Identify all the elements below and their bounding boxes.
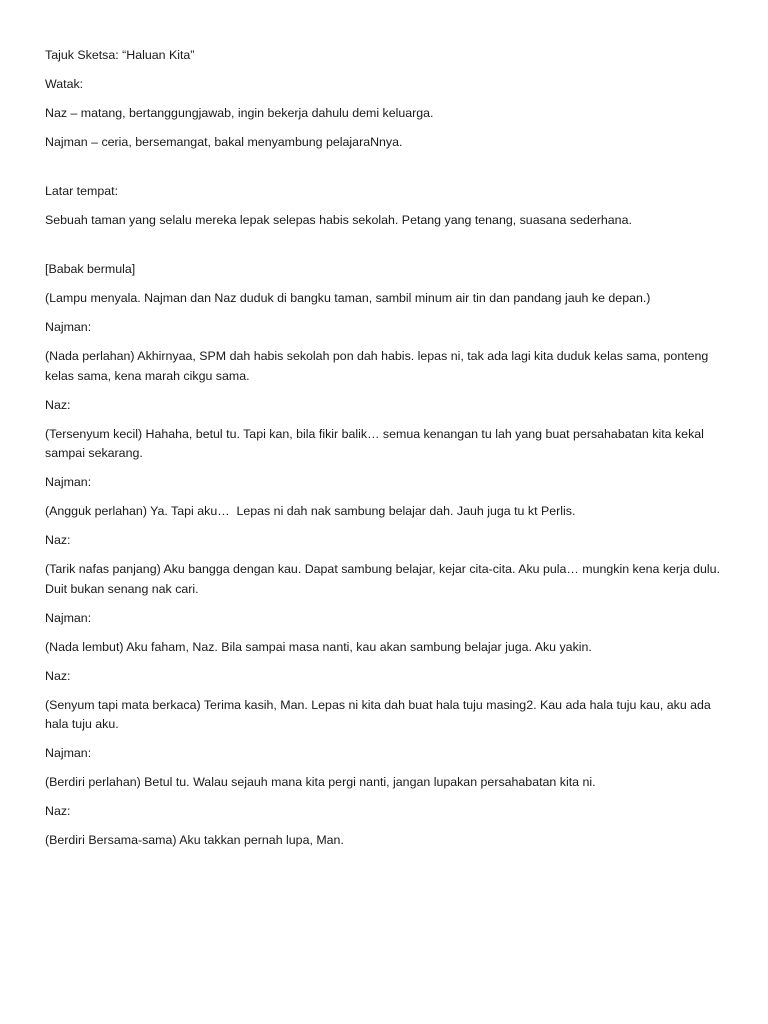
dialog-line: (Senyum tapi mata berkaca) Terima kasih, Man. Lepas ni kita dah buat hala tuju masing2. Kau ada hala tuju kau, aku ada hala tuju aku. <box>45 697 715 731</box>
dialog-speaker: Najman: <box>45 610 92 625</box>
dialog-line: (Berdiri perlahan) Betul tu. Walau sejauh mana kita pergi nanti, jangan lupakan persahabatan kita ni. <box>45 775 596 789</box>
dialog-speaker: Najman: <box>45 475 92 489</box>
babak-heading: [Babak bermula] <box>45 262 136 276</box>
watak-naz: Naz – matang, bertanggungjawab, ingin bekerja dahulu demi keluarga. <box>45 106 434 120</box>
spacer <box>45 162 725 182</box>
sketch-title: Tajuk Sketsa: “Haluan Kita” <box>45 48 195 62</box>
spacer <box>45 240 725 260</box>
dialog-line: (Tarik nafas panjang) Aku bangga dengan kau. Dapat sambung belajar, kejar cita-cita. Aku pula… mungkin kena kerja dulu. Duit bukan senang nak cari. <box>45 562 724 596</box>
document-body <box>45 46 725 860</box>
watak-najman: Najman – ceria, bersemangat, bakal menyambung pelajaraNnya. <box>45 135 403 149</box>
dialog-line: (Nada perlahan) Akhirnyaa, SPM dah habis sekolah pon dah habis. lepas ni, tak ada lagi kita duduk kelas sama, ponteng kelas sama, kena marah cikgu sama. <box>45 349 712 383</box>
dialog-speaker: Najman: <box>45 320 92 334</box>
dialog-line: (Tersenyum kecil) Hahaha, betul tu. Tapi kan, bila fikir balik… semua kenangan tu lah yang buat persahabatan kita kekal sampai sekarang. <box>45 426 708 460</box>
dialog-speaker: Naz: <box>45 668 71 683</box>
dialog-line: (Angguk perlahan) Ya. Tapi aku… Lepas ni dah nak sambung belajar dah. Jauh juga tu kt Perlis. <box>45 504 576 518</box>
dialog-line: (Nada lembut) Aku faham, Naz. Bila sampai masa nanti, kau akan sambung belajar juga. Aku yakin. <box>45 639 592 654</box>
stage-direction: (Lampu menyala. Najman dan Naz duduk di bangku taman, sambil minum air tin dan pandang jauh ke depan.) <box>45 291 651 305</box>
dialog-line: (Berdiri Bersama-sama) Aku takkan pernah lupa, Man. <box>45 833 344 847</box>
dialog-speaker: Naz: <box>45 397 71 412</box>
latar-heading: Latar tempat: <box>45 184 119 198</box>
dialog-speaker: Naz: <box>45 533 71 547</box>
dialog-speaker: Naz: <box>45 804 71 818</box>
latar-text: Sebuah taman yang selalu mereka lepak selepas habis sekolah. Petang yang tenang, suasana sederhana. <box>45 213 632 227</box>
dialog-speaker: Najman: <box>45 746 92 760</box>
watak-heading: Watak: <box>45 77 84 91</box>
